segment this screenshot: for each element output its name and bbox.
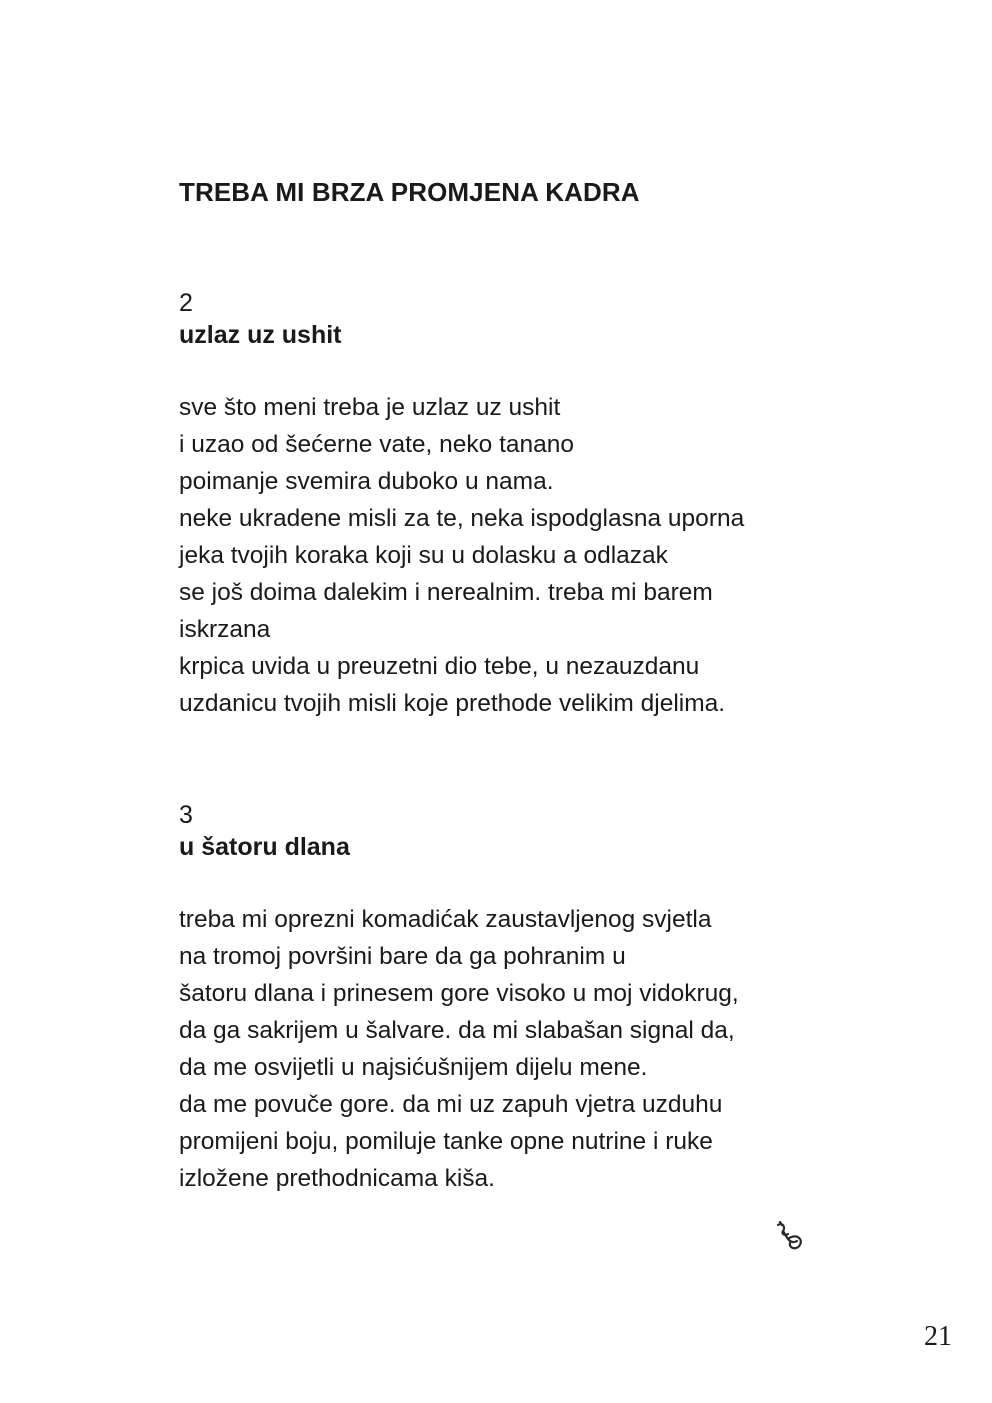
poem-line: krpica uvida u preuzetni dio tebe, u nezauzdanu <box>179 653 700 680</box>
poem-line: sve što meni treba je uzlaz uz ushit <box>179 394 561 421</box>
poem-line: iskrzana <box>179 616 271 643</box>
poem-line: da ga sakrijem u šalvare. da mi slabašan signal da, <box>179 1017 735 1044</box>
poem-line: na tromoj površini bare da ga pohranim u <box>179 943 626 970</box>
poem-title: uzlaz uz ushit <box>179 321 342 349</box>
poem-number: 3 <box>179 801 193 829</box>
poem-line: neke ukradene misli za te, neka ispodglasna uporna <box>179 505 745 532</box>
poem-line: da me povuče gore. da mi uz zapuh vjetra uzduhu <box>179 1091 723 1118</box>
poem-section <box>179 799 739 1197</box>
poem-section <box>179 287 744 722</box>
poem-line: i uzao od šećerne vate, neko tanano <box>179 431 575 458</box>
poem-line: treba mi oprezni komadićak zaustavljenog svjetla <box>179 906 712 933</box>
poem-number: 2 <box>179 289 193 317</box>
poem-line: šatoru dlana i prinesem gore visoko u moj vidokrug, <box>179 980 739 1007</box>
page-number: 21 <box>924 1321 952 1352</box>
poem-line: izložene prethodnicama kiša. <box>179 1165 495 1192</box>
ornament-icon <box>774 1219 806 1253</box>
poem-body <box>179 389 744 722</box>
poem-title: u šatoru dlana <box>179 833 350 861</box>
poem-body <box>179 901 739 1197</box>
page-title: TREBA MI BRZA PROMJENA KADRA <box>179 177 640 207</box>
poem-line: jeka tvojih koraka koji su u dolasku a odlazak <box>179 542 668 569</box>
poem-line: se još doima dalekim i nerealnim. treba mi barem <box>179 579 713 606</box>
poem-line: poimanje svemira duboko u nama. <box>179 468 554 495</box>
poem-line: promijeni boju, pomiluje tanke opne nutrine i ruke <box>179 1128 713 1155</box>
poem-line: da me osvijetli u najsićušnijem dijelu mene. <box>179 1054 648 1081</box>
poem-line: uzdanicu tvojih misli koje prethode velikim djelima. <box>179 690 726 717</box>
